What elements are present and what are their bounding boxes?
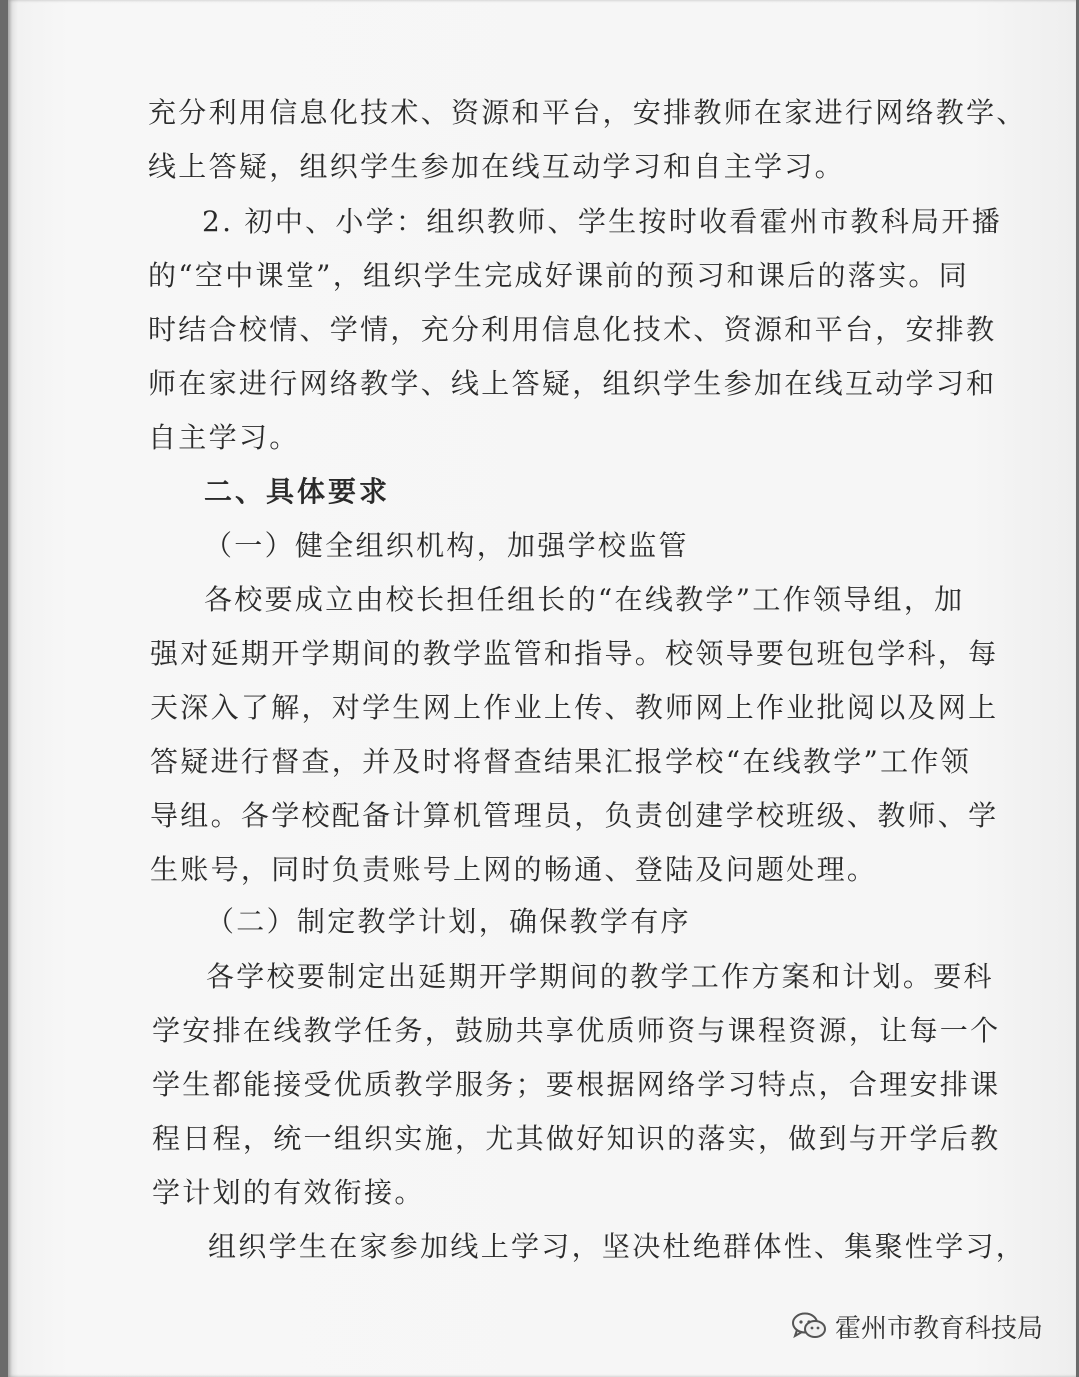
subsection-heading: （二）制定教学计划，确保教学有序 bbox=[206, 905, 691, 938]
text-line: 的“空中课堂”，组织学生完成好课前的预习和课后的落实。同 bbox=[148, 259, 970, 292]
watermark-label: 霍州市教育科技局 bbox=[834, 1313, 1043, 1344]
text-line: 答疑进行督查，并及时将督查结果汇报学校“在线教学”工作领 bbox=[150, 745, 972, 778]
text-line: 2. 初中、小学：组织教师、学生按时收看霍州市教科局开播 bbox=[202, 205, 1003, 238]
text-line: 组织学生在家参加线上学习，坚决杜绝群体性、集聚性学习， bbox=[208, 1230, 1027, 1263]
text-line: 充分利用信息化技术、资源和平台，安排教师在家进行网络教学、 bbox=[148, 96, 1027, 129]
text-line: 各校要成立由校长担任组长的“在线教学”工作领导组，加 bbox=[204, 583, 965, 616]
text-line: 学计划的有效衔接。 bbox=[152, 1176, 425, 1209]
text-line: 天深入了解，对学生网上作业上传、教师网上作业批阅以及网上 bbox=[150, 691, 999, 724]
text-line: 学生都能接受优质教学服务；要根据网络学习特点，合理安排课 bbox=[152, 1068, 1001, 1101]
text-line: 导组。各学校配备计算机管理员，负责创建学校班级、教师、学 bbox=[150, 799, 999, 832]
subsection-heading: （一）健全组织机构，加强学校监管 bbox=[204, 529, 689, 562]
document-page bbox=[8, 0, 1076, 1377]
document-body bbox=[8, 0, 1076, 1377]
text-line: 自主学习。 bbox=[148, 421, 300, 454]
text-line: 各学校要制定出延期开学期间的教学工作方案和计划。要科 bbox=[206, 960, 994, 993]
watermark bbox=[791, 1306, 1043, 1346]
text-line: 强对延期开学期间的教学监管和指导。校领导要包班包学科，每 bbox=[150, 637, 999, 670]
text-line: 师在家进行网络教学、线上答疑，组织学生参加在线互动学习和 bbox=[148, 367, 997, 400]
text-line: 时结合校情、学情，充分利用信息化技术、资源和平台，安排教 bbox=[148, 313, 997, 346]
section-heading: 二、具体要求 bbox=[204, 475, 391, 508]
text-line: 线上答疑，组织学生参加在线互动学习和自主学习。 bbox=[148, 150, 845, 183]
wechat-icon bbox=[791, 1311, 827, 1341]
text-line: 生账号，同时负责账号上网的畅通、登陆及问题处理。 bbox=[150, 853, 878, 886]
text-line: 学安排在线教学任务，鼓励共享优质师资与课程资源，让每一个 bbox=[152, 1014, 1001, 1047]
text-line: 程日程，统一组织实施，尤其做好知识的落实，做到与开学后教 bbox=[152, 1122, 1001, 1155]
